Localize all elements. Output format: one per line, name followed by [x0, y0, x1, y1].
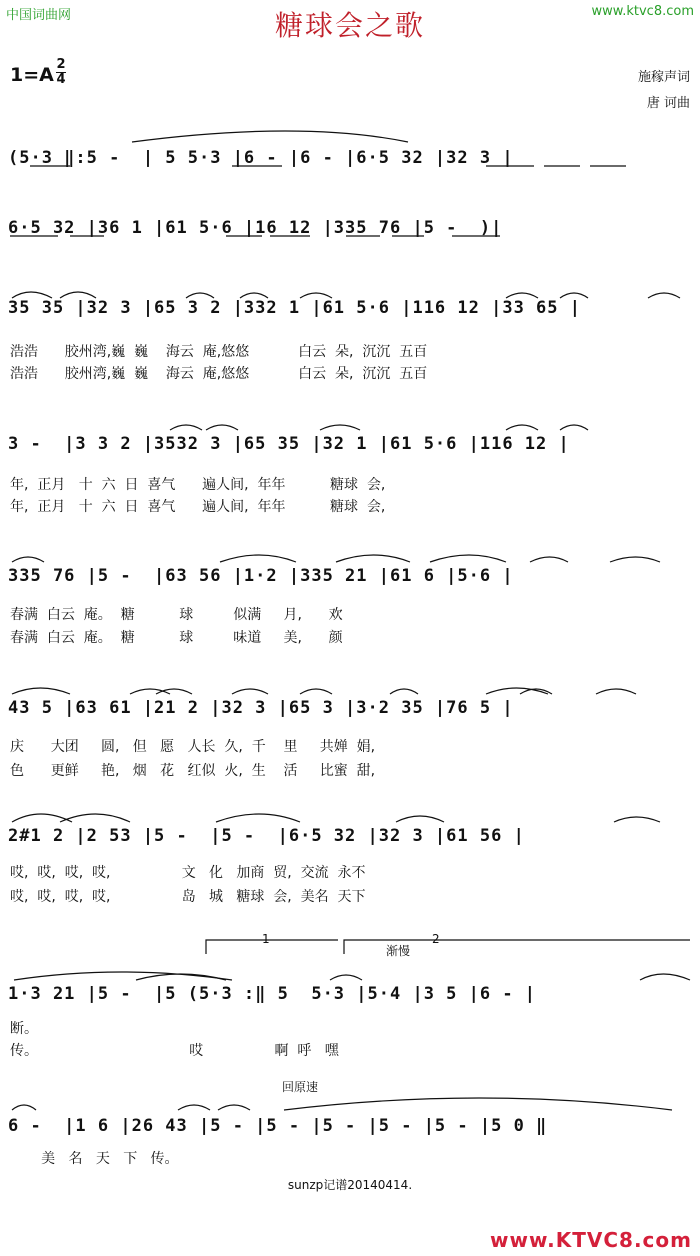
music-line-2: 6·5 32 |36 1 |61 5·6 |16 12 |335 76 |5 - )| — [8, 218, 503, 238]
slur-arc — [300, 689, 332, 694]
lyric-7a: 哎, 哎, 哎, 哎, 文 化 加商 贸, 交流 永不 — [10, 865, 366, 881]
slur-arc — [390, 689, 418, 694]
slur-arc — [396, 816, 444, 822]
slur-arc — [218, 1105, 250, 1110]
time-signature-top: 2 — [56, 57, 66, 72]
music-line-5: 335 76 |5 - |63 56 |1·2 |335 21 |61 6 |5·6 | — [8, 566, 514, 586]
ending-2-label: 2 — [432, 932, 440, 946]
ending-1-label: 1 — [262, 932, 270, 946]
volta-1-bracket — [206, 940, 338, 954]
lyric-3a: 浩浩 胶州湾,巍 巍 海云 庵,悠悠 白云 朵, 沉沉 五百 — [10, 344, 428, 360]
time-signature-bottom: 4 — [56, 72, 66, 87]
slur-arc — [320, 425, 360, 430]
slur-arc — [284, 1098, 672, 1110]
slur-arc — [220, 555, 296, 562]
site-watermark-left: 中国词曲网 — [6, 8, 72, 23]
slur-arc — [12, 688, 70, 694]
slur-arc — [12, 1105, 36, 1110]
site-watermark-right: www.ktvc8.com — [591, 4, 694, 19]
lyric-5a: 春满 白云 庵。 糖 球 似满 月, 欢 — [10, 607, 343, 623]
slur-arc — [430, 555, 506, 562]
slur-arc — [330, 975, 362, 980]
slur-arc — [178, 1105, 210, 1110]
music-line-6: 43 5 |63 61 |21 2 |32 3 |65 3 |3·2 35 |76 5 | — [8, 698, 514, 718]
key-signature: 1=A — [10, 64, 54, 86]
site-logo-bottom: www.KTVC8.com — [490, 1228, 692, 1252]
lyric-4b: 年, 正月 十 六 日 喜气 遍人间, 年年 糖球 会, — [10, 499, 386, 515]
slur-arc — [520, 689, 552, 694]
music-line-8: 1·3 21 |5 - |5 (5·3 :‖ 5 5·3 |5·4 |3 5 |6 - | — [8, 984, 537, 1004]
song-title: 糖球会之歌 — [274, 9, 425, 42]
slur-arc — [596, 689, 636, 694]
slur-arc — [506, 425, 538, 430]
transcriber-credit: sunzp记谱20140414. — [287, 1178, 413, 1192]
lyric-7b: 哎, 哎, 哎, 哎, 岛 城 糖球 会, 美名 天下 — [10, 889, 366, 905]
music-line-1: (5·3 ‖:5 - | 5 5·3 |6 - |6 - |6·5 32 |32 3 | — [8, 148, 514, 168]
lyric-5b: 春满 白云 庵。 糖 球 味道 美, 颜 — [10, 630, 343, 646]
music-line-7: 2#1 2 |2 53 |5 - |5 - |6·5 32 |32 3 |61 56 | — [8, 826, 525, 846]
lyric-6a: 庆 大团 圆, 但 愿 人长 久, 千 里 共婵 娟, — [10, 739, 376, 755]
slur-arc — [610, 557, 660, 562]
music-line-9: 6 - |1 6 |26 43 |5 - |5 - |5 - |5 - |5 - |5 0 ‖ — [8, 1116, 548, 1136]
slur-arc — [216, 814, 300, 822]
lyric-6b: 色 更鲜 艳, 烟 花 红似 火, 生 活 比蜜 甜, — [10, 763, 376, 779]
lyric-3b: 浩浩 胶州湾,巍 巍 海云 庵,悠悠 白云 朵, 沉沉 五百 — [10, 366, 428, 382]
slur-arc — [132, 131, 408, 142]
slur-arc — [486, 688, 548, 694]
lyric-8b: 传。 哎 啊 呼 嘿 — [10, 1043, 339, 1059]
music-line-3: 35 35 |32 3 |65 3 2 |332 1 |61 5·6 |116 12 |33 65 | — [8, 298, 581, 318]
slur-arc — [614, 817, 660, 822]
time-signature — [56, 58, 66, 87]
slur-arc — [530, 557, 568, 562]
slur-arc — [12, 557, 44, 562]
slur-arc — [12, 814, 72, 822]
ritardando-mark: 渐慢 — [386, 944, 411, 958]
lyric-4a: 年, 正月 十 六 日 喜气 遍人间, 年年 糖球 会, — [10, 477, 386, 493]
slur-arc — [336, 555, 410, 562]
lyricist-credit: 施稼声词 — [637, 70, 690, 85]
lyric-8a: 断。 — [10, 1021, 38, 1037]
music-line-4: 3 - |3 3 2 |3532 3 |65 35 |32 1 |61 5·6 |116 12 | — [8, 434, 570, 454]
slur-arc — [232, 689, 268, 694]
slur-arc — [14, 972, 232, 980]
slur-arc — [60, 814, 130, 822]
slur-arc — [136, 974, 226, 980]
composer-credit: 唐 诃曲 — [646, 96, 690, 111]
slur-arc — [560, 425, 588, 430]
lyric-9: 美 名 天 下 传。 — [10, 1151, 179, 1167]
a-tempo-mark: 回原速 — [282, 1080, 319, 1094]
slur-arc — [640, 974, 690, 980]
slur-arc — [206, 425, 238, 430]
slur-arc — [170, 425, 202, 430]
slur-arc — [156, 689, 192, 694]
slur-arc — [130, 689, 170, 694]
